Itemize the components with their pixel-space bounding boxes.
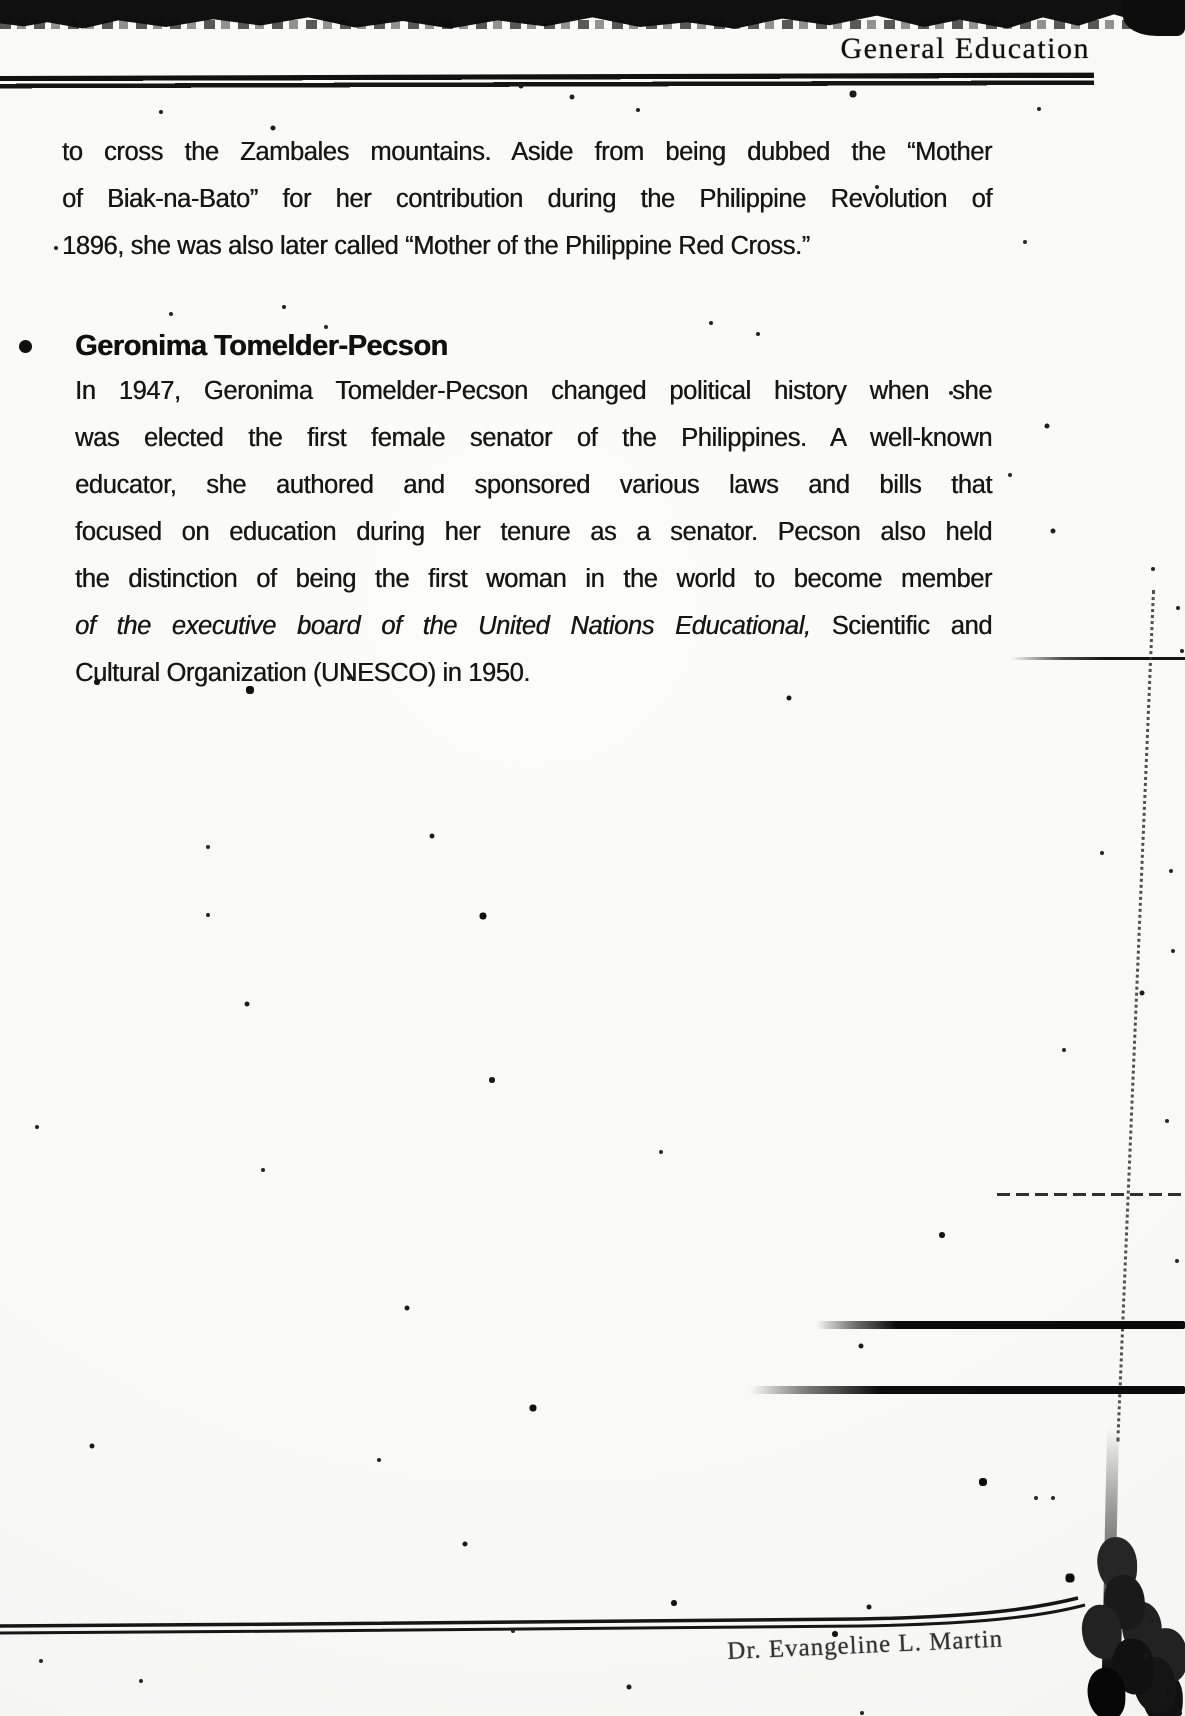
italic-text-segment: of the executive board of the United Nations Educational, <box>75 612 811 640</box>
paragraph-line-italic <box>75 603 992 650</box>
paragraph-line: of Biak-na-Bato” for her contribution during the Philippine Revolution of <box>62 185 992 213</box>
regular-text-segment: Scientific and <box>810 612 992 640</box>
paragraph-line: 1896, she was also later called “Mother of the Philippine Red Cross.” <box>62 232 810 260</box>
margin-ink-streak <box>1101 1428 1119 1716</box>
footer-signature: Dr. Evangeline L. Martin <box>726 1625 1004 1666</box>
paragraph-line: the distinction of being the first woman in the world to become member <box>75 565 992 593</box>
margin-vertical-dotted-line <box>1116 590 1155 1441</box>
paragraph-line: to cross the Zambales mountains. Aside from being dubbed the “Mother <box>62 138 992 166</box>
paragraph-line: educator, she authored and sponsored various laws and bills that <box>75 471 992 499</box>
page-header-title: General Education <box>840 32 1090 65</box>
section-heading: Geronima Tomelder-Pecson <box>75 330 448 362</box>
scan-specks <box>0 0 2 2</box>
intro-paragraph <box>62 129 992 270</box>
bullet-icon <box>19 340 32 353</box>
paragraph-line: was elected the first female senator of the Philippines. A well-known <box>75 424 992 452</box>
margin-dash-line-middle <box>997 1193 1185 1196</box>
margin-thick-line-lower <box>750 1386 1185 1394</box>
scan-noise-fragments <box>0 20 1185 29</box>
scan-noise-corner <box>1123 0 1185 36</box>
header-double-rule <box>0 73 1094 89</box>
margin-thick-line-upper <box>816 1321 1185 1329</box>
paragraph-line: In 1947, Geronima Tomelder-Pecson changed political history when she <box>75 377 992 405</box>
margin-dash-line-top <box>1010 657 1185 660</box>
paragraph-line: focused on education during her tenure as a senator. Pecson also held <box>75 518 992 546</box>
paragraph-line: Cultural Organization (UNESCO) in 1950. <box>75 659 530 687</box>
bullet-paragraph <box>75 368 992 697</box>
